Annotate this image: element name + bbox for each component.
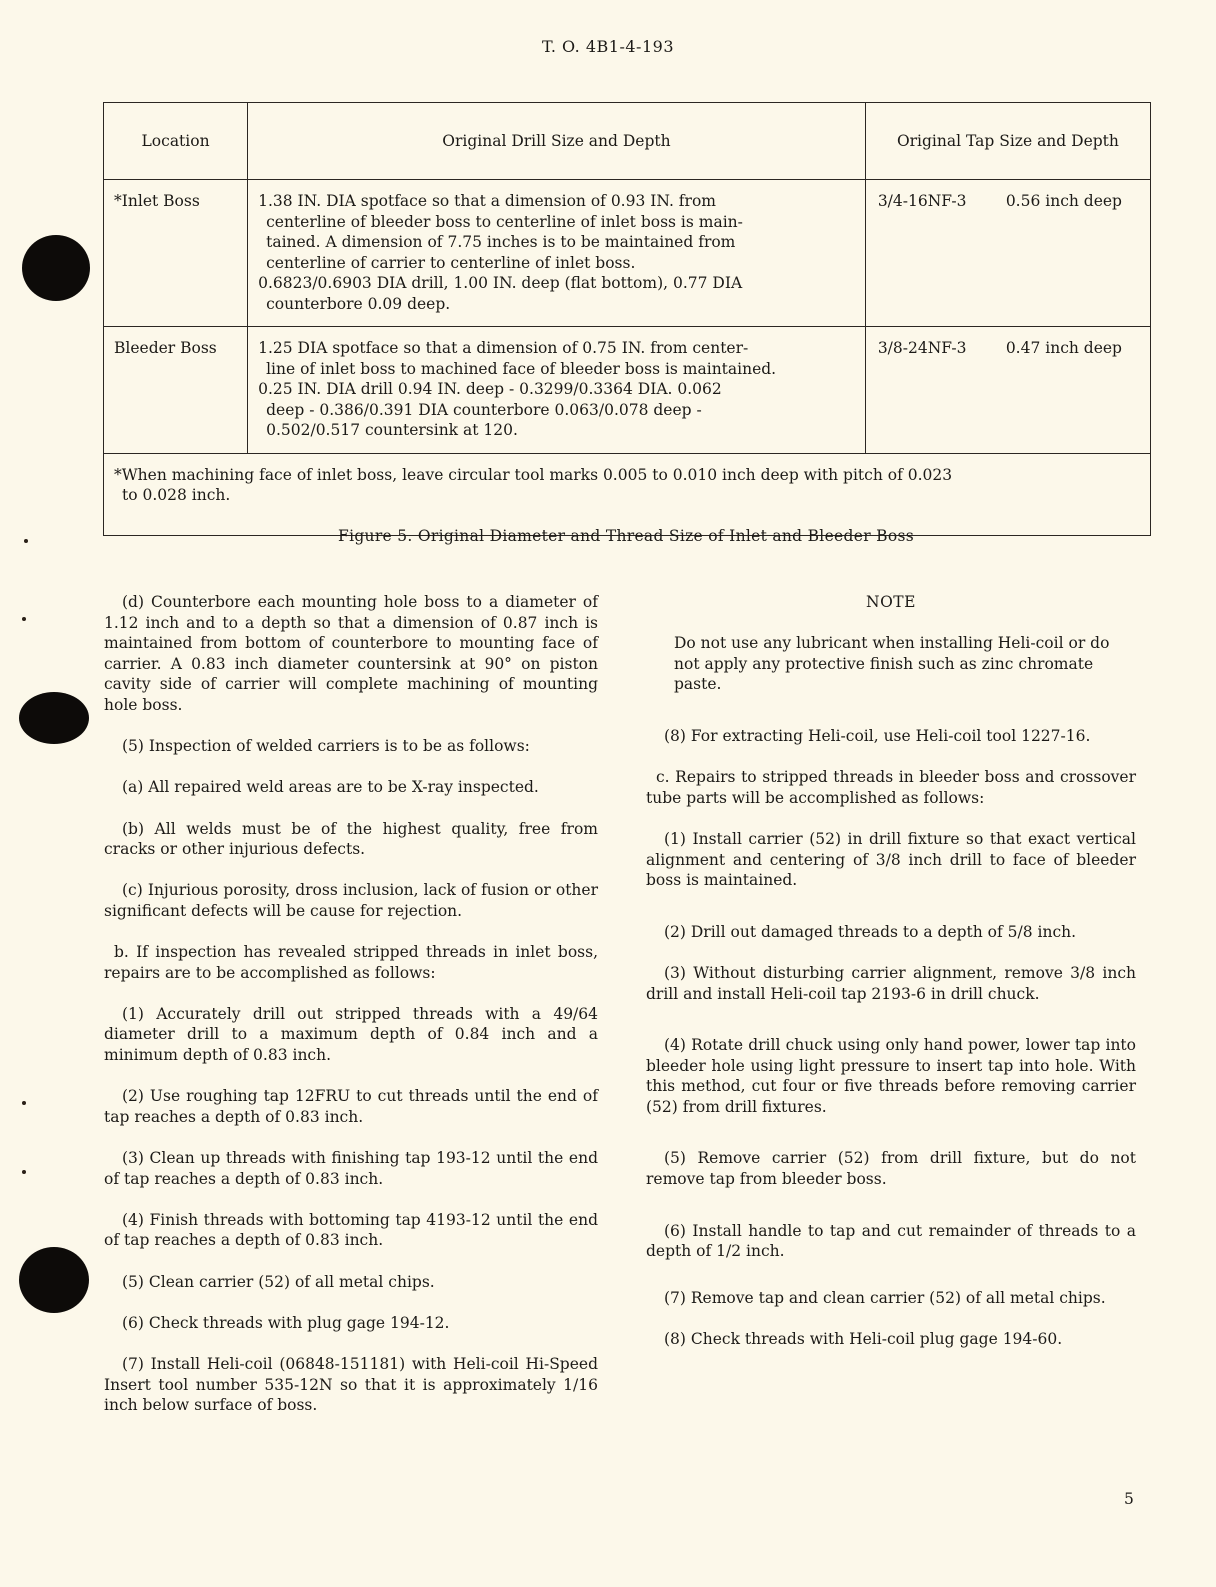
table-header-row	[104, 103, 1151, 180]
location-cell: Bleeder Boss	[104, 327, 248, 454]
paragraph: (a) All repaired weld areas are to be X-ray inspected.	[122, 778, 539, 797]
footnote-line: to 0.028 inch.	[122, 486, 231, 504]
tap-size-cell	[865, 327, 1150, 454]
punch-hole-icon	[19, 1247, 89, 1313]
paragraph: (d) Counterbore each mounting hole boss to a diameter of 1.12 inch and to a depth so that a dimension of 0.87 inch is maintained from bottom of counterbore to mounting face of carrier. A 0.83 inch diameter countersink at 90° on piston cavity side of carrier will complete machining of mounting hole boss.	[104, 593, 598, 714]
paragraph: (b) All welds must be of the highest quality, free from cracks or other injurious defects.	[104, 819, 598, 859]
paragraph: (8) Check threads with Heli-coil plug gage 194-60.	[664, 1330, 1063, 1349]
location-cell: *Inlet Boss	[104, 180, 248, 327]
tap-size-cell	[865, 180, 1150, 327]
paragraph: (8) For extracting Heli-coil, use Heli-coil tool 1227-16.	[664, 726, 1091, 745]
scan-speck-icon	[22, 1101, 26, 1105]
table-footnote-row	[104, 453, 1151, 535]
paragraph: (7) Install Heli-coil (06848-151181) with Heli-coil Hi-Speed Insert tool number 535-12N so that it is approximately 1/16 inch below surface of boss.	[104, 1354, 598, 1415]
figure-5-table	[103, 102, 1151, 536]
scan-speck-icon	[22, 1170, 26, 1174]
tap-size: 3/4-16NF-3	[877, 192, 967, 210]
tap-size: 3/8-24NF-3	[877, 339, 967, 357]
drill-line: centerline of bleeder boss to centerline of inlet boss is main-	[266, 212, 743, 231]
note-heading: NOTE	[866, 593, 916, 611]
paragraph: b. If inspection has revealed stripped threads in inlet boss, repairs are to be accomplished as follows:	[104, 943, 598, 982]
paragraph: (3) Without disturbing carrier alignment, remove 3/8 inch drill and install Heli-coil tap 2193-6 in drill chuck.	[646, 963, 1136, 1003]
paragraph: (3) Clean up threads with finishing tap 193-12 until the end of tap reaches a depth of 0.83 inch.	[104, 1149, 598, 1188]
paragraph: (4) Finish threads with bottoming tap 4193-12 until the end of tap reaches a depth of 0.83 inch.	[104, 1210, 598, 1250]
paragraph: (6) Install handle to tap and cut remainder of threads to a depth of 1/2 inch.	[646, 1221, 1136, 1261]
right-text-column	[646, 592, 1136, 1370]
column-header-location: Location	[104, 103, 248, 180]
table-row-inlet-boss	[104, 180, 1151, 327]
column-header-drill-size: Original Drill Size and Depth	[248, 103, 866, 180]
figure-caption: Figure 5. Original Diameter and Thread Size of Inlet and Bleeder Boss	[338, 527, 914, 545]
paragraph: (7) Remove tap and clean carrier (52) of all metal chips.	[664, 1288, 1106, 1307]
drill-line: tained. A dimension of 7.75 inches is to be maintained from	[266, 233, 736, 251]
table-footnote	[104, 453, 1151, 535]
tap-depth: 0.47 inch deep	[1005, 339, 1122, 357]
paragraph: c. Repairs to stripped threads in bleeder boss and crossover tube parts will be accomplished as follows:	[646, 768, 1136, 807]
paragraph: (6) Check threads with plug gage 194-12.	[122, 1313, 450, 1332]
punch-hole-icon	[22, 235, 90, 301]
page-number: 5	[1124, 1490, 1134, 1508]
left-text-column	[104, 592, 598, 1436]
paragraph: (5) Remove carrier (52) from drill fixture, but do not remove tap from bleeder boss.	[646, 1149, 1136, 1189]
drill-line: 1.25 DIA spotface so that a dimension of 0.75 IN. from center-	[258, 339, 749, 357]
scan-speck-icon	[22, 617, 26, 621]
drill-line: counterbore 0.09 deep.	[266, 294, 451, 313]
drill-line: line of inlet boss to machined face of bleeder boss is maintained.	[266, 359, 777, 378]
paragraph: (5) Inspection of welded carriers is to be as follows:	[122, 737, 530, 756]
paragraph: (1) Accurately drill out stripped threads with a 49/64 diameter drill to a maximum depth of 0.84 inch and a minimum depth of 0.83 inch.	[104, 1004, 598, 1065]
drill-line: deep - 0.386/0.391 DIA counterbore 0.063/0.078 deep -	[266, 400, 702, 419]
paragraph: (5) Clean carrier (52) of all metal chips.	[122, 1272, 435, 1291]
paragraph: (c) Injurious porosity, dross inclusion, lack of fusion or other significant defects will be cause for rejection.	[104, 881, 598, 920]
drill-line: 0.6823/0.6903 DIA drill, 1.00 IN. deep (flat bottom), 0.77 DIA	[258, 274, 743, 292]
footnote-line: *When machining face of inlet boss, leave circular tool marks 0.005 to 0.010 inch deep with pitch of 0.023	[114, 465, 953, 484]
note-body: Do not use any lubricant when installing Heli-coil or do not apply any protective finish such as zinc chromate paste.	[674, 634, 1110, 694]
drill-line: 0.502/0.517 countersink at 120.	[266, 421, 518, 439]
drill-size-cell	[248, 327, 866, 454]
note-block	[646, 592, 1136, 695]
paragraph: (2) Use roughing tap 12FRU to cut threads until the end of tap reaches a depth of 0.83 inch.	[104, 1087, 598, 1126]
paragraph: (1) Install carrier (52) in drill fixture so that exact vertical alignment and centering of 3/8 inch drill to face of bleeder boss is maintained.	[646, 829, 1136, 890]
drill-line: 0.25 IN. DIA drill 0.94 IN. deep - 0.3299/0.3364 DIA. 0.062	[258, 380, 722, 398]
document-number-header: T. O. 4B1-4-193	[542, 37, 674, 56]
column-header-tap-size: Original Tap Size and Depth	[865, 103, 1150, 180]
drill-line: centerline of carrier to centerline of inlet boss.	[266, 253, 636, 272]
drill-size-cell	[248, 180, 866, 327]
table-row-bleeder-boss	[104, 327, 1151, 454]
punch-hole-icon	[19, 692, 89, 744]
tap-depth: 0.56 inch deep	[1005, 192, 1122, 210]
paragraph: (4) Rotate drill chuck using only hand power, lower tap into bleeder hole using light pressure to insert tap into hole. With this method, cut four or five threads before removing carrier (52) from drill fixtures.	[646, 1036, 1136, 1116]
paragraph: (2) Drill out damaged threads to a depth of 5/8 inch.	[664, 922, 1077, 941]
drill-line: 1.38 IN. DIA spotface so that a dimension of 0.93 IN. from	[258, 192, 716, 210]
